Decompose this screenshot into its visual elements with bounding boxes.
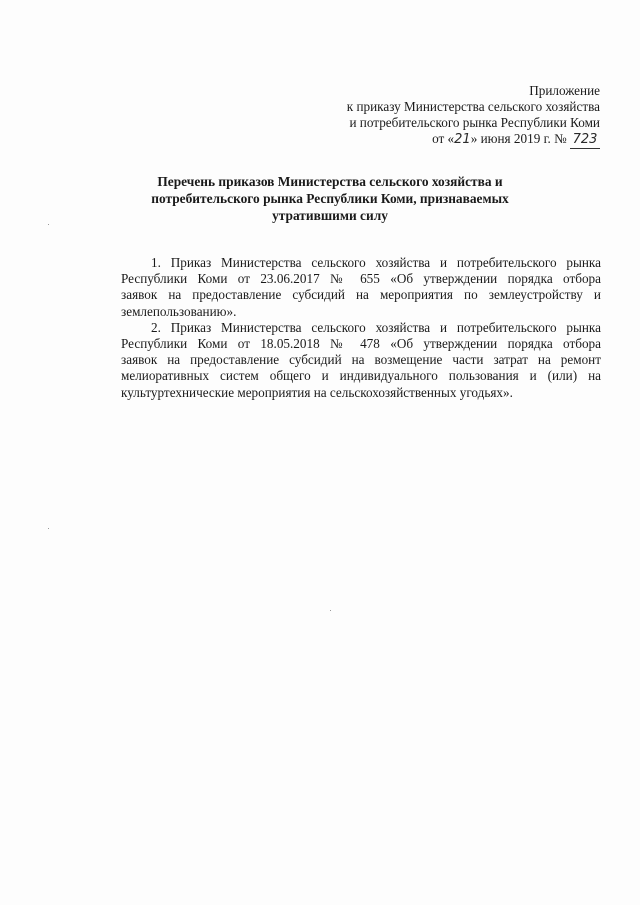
title-line-1: Перечень приказов Министерства сельского хозяйства и bbox=[157, 174, 503, 189]
item-2-line-1: 2. Приказ Министерства сельского хозяйства и потребительского рынка bbox=[151, 319, 601, 335]
item-2-line-2: Республики Коми от 18.05.2018 № 478 «Об утверждении порядка отбора bbox=[121, 336, 601, 352]
handwritten-order-number: 723 bbox=[570, 132, 600, 149]
title-line-2: потребительского рынка Республики Коми, признаваемых bbox=[151, 191, 509, 206]
document-body bbox=[121, 255, 601, 401]
document-title bbox=[150, 173, 510, 224]
appendix-label: Приложение bbox=[529, 83, 600, 98]
handwritten-day: 21 bbox=[454, 132, 471, 147]
item-2-line-4: мелиоративных систем общего и индивидуального пользования и (или) на bbox=[121, 368, 601, 384]
item-1-line-3: заявок на предоставление субсидий на мероприятия по землеустройству и bbox=[121, 287, 601, 303]
title-line-3: утратившими силу bbox=[272, 208, 388, 223]
date-suffix: » июня 2019 г. № bbox=[470, 131, 567, 146]
appendix-date-line bbox=[300, 131, 600, 149]
appendix-header bbox=[300, 83, 600, 149]
item-2-line-5: культуртехнические мероприятия на сельскохозяйственных угодьях». bbox=[121, 384, 513, 400]
scan-speck bbox=[330, 610, 331, 611]
scan-speck bbox=[48, 528, 49, 529]
item-1-line-2: Республики Коми от 23.06.2017 № 655 «Об утверждении порядка отбора bbox=[121, 271, 601, 287]
list-item bbox=[121, 255, 601, 320]
date-prefix: от « bbox=[432, 131, 455, 146]
list-item bbox=[121, 320, 601, 401]
item-1-line-1: 1. Приказ Министерства сельского хозяйства и потребительского рынка bbox=[151, 255, 601, 270]
appendix-order-ref-1: к приказу Министерства сельского хозяйства bbox=[346, 99, 600, 114]
scan-speck bbox=[48, 224, 49, 225]
appendix-order-ref-2: и потребительского рынка Республики Коми bbox=[349, 115, 600, 130]
item-2-line-3: заявок на предоставление субсидий на возмещение части затрат на ремонт bbox=[121, 352, 601, 368]
item-1-line-4: землепользованию». bbox=[121, 303, 237, 319]
